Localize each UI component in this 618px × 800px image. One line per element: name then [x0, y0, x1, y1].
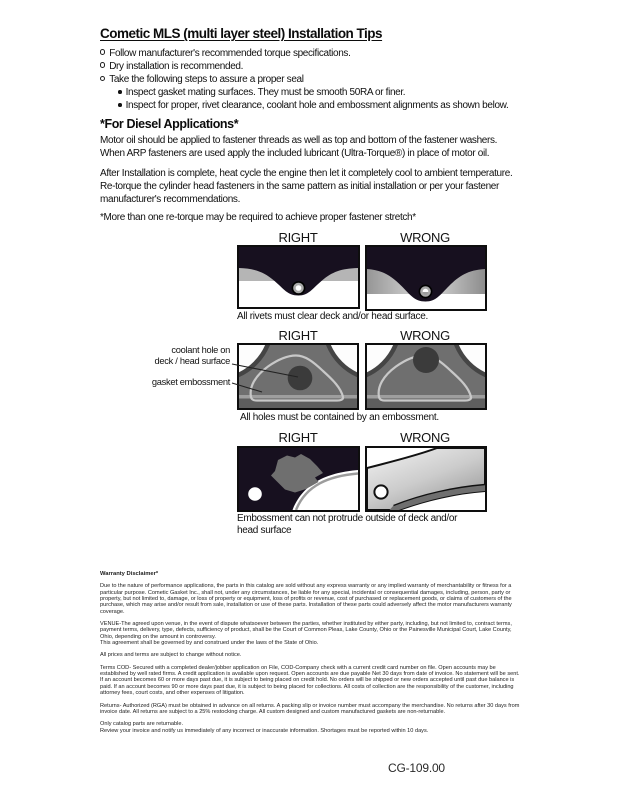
diesel-paragraph: After Installation is complete, heat cycle the engine then let it completely cool to ambient temperature. Re-torque the cylinder head fasteners in the same pattern as initial installation or per your fastener manufacturer's recommendations.	[100, 168, 513, 205]
legal-paragraph: Terms COD- Secured with a completed dealer/jobber application on File, COD-Company check with a current credit card number on file. Open accounts may be established by well rated firms. A credit application is available upon request. Open accounts are due payable Net 30 days from date of invoice. No statement will be sent. If an account becomes 60 or more days past due, it is subject to being placed on credit hold. No orders will be shipped or new orders accepted until past due balance is paid. If an account becomes 90 or more days past due, it is subject to being placed for collections. All costs of collection are the responsibility of the customer, including attorney fees, court costs, and other expenses of litigation.	[100, 664, 520, 697]
deck-edge-wrong-illustration	[367, 448, 485, 510]
warranty-disclaimer-section	[100, 571, 524, 734]
legal-paragraph: VENUE-The agreed upon venue, in the event of dispute whatsoever between the parties, whether instituted by either party, including, but not limited to, contract terms, payment terms, delivery, type, defects, sufficiency of product, shall be the Court of Common Pleas, Lake County, Ohio or the Painesville Municipal Court, Lake County, Ohio, depending on the amount in controversy.	[100, 621, 512, 640]
installation-tips-list	[100, 47, 508, 112]
deck-edge-wrong-diagram	[365, 446, 487, 512]
embossment-wrong-illustration	[367, 345, 485, 408]
wrong-label: WRONG	[400, 430, 450, 445]
legal-paragraph: Due to the nature of performance applications, the parts in this catalog are sold without any express warranty or any implied warranty of merchantability or fitness for a particular purpose. Cometic Gasket Inc., shall not, under any circumstances, be liable for any special, incidental or consequential damages, including, person, party or property, but not limited to, damage, or loss of property or equipment, loss of profits or revenue, cost of purchased or replacement goods, or claims of customers of the purchase, which may arise and/or result from sale, installation or use of these parts. Installation of these parts could adversely affect the motor manufacturers warranty coverage.	[100, 583, 512, 615]
diagram-caption: All holes must be contained by an embossment.	[240, 412, 439, 423]
legal-paragraph: Review your invoice and notify us immediately of any incorrect or inaccurate information. Shortages must be reported within 10 days.	[100, 727, 429, 734]
open-bullet-icon	[100, 76, 105, 81]
list-item	[100, 60, 508, 73]
coolant-hole-annotation	[155, 345, 230, 367]
rivet-wrong-illustration	[367, 247, 485, 309]
deck-edge-right-diagram	[237, 446, 360, 512]
list-item-text: Inspect for proper, rivet clearance, coolant hole and embossment alignments as shown below.	[125, 100, 509, 112]
list-item-text: Follow manufacturer's recommended torque specifications.	[109, 48, 351, 59]
diesel-paragraph: Motor oil should be applied to fastener threads as well as top and bottom of the fastener washers. When ARP fasteners are used apply the included lubricant (Ultra-Torque®) in place of motor oil.	[100, 135, 498, 159]
filled-bullet-icon	[118, 103, 122, 107]
rivet-right-illustration	[239, 247, 358, 307]
retorque-note: *More than one re-torque may be required to achieve proper fastener stretch*	[100, 212, 416, 223]
diagram-caption: All rivets must clear deck and/or head surface.	[237, 311, 428, 322]
open-bullet-icon	[100, 62, 105, 67]
legal-paragraph: All prices and terms are subject to change without notice.	[100, 652, 242, 659]
deck-edge-right-illustration	[239, 448, 358, 510]
document-code: CG-109.00	[388, 761, 445, 775]
annotation-line: coolant hole on	[171, 345, 230, 355]
legal-paragraph: This agreement shall be governed by and construed under the laws of the State of Ohio.	[100, 640, 319, 647]
wrong-label: WRONG	[400, 328, 450, 343]
page-title: Cometic MLS (multi layer steel) Installation Tips	[100, 26, 383, 41]
legal-paragraph: Only catalog parts are returnable.	[100, 721, 184, 728]
rivet-wrong-diagram	[365, 245, 487, 311]
right-label: RIGHT	[278, 230, 318, 245]
diagram-caption: Embossment can not protrude outside of deck and/or head surface	[237, 513, 458, 536]
list-item-text: Inspect gasket mating surfaces. They must be smooth 50RA or finer.	[125, 87, 406, 99]
rivet-right-diagram	[237, 245, 360, 309]
list-item	[118, 99, 508, 112]
list-item	[100, 73, 508, 86]
annotation-line: deck / head surface	[154, 355, 230, 366]
right-label: RIGHT	[278, 430, 318, 445]
warranty-heading: Warranty Disclaimer*	[100, 571, 159, 577]
list-item	[118, 86, 508, 99]
embossment-right-diagram	[237, 343, 359, 410]
open-bullet-icon	[100, 49, 105, 54]
list-item-text: Dry installation is recommended.	[109, 61, 244, 73]
legal-paragraph: Returns- Authorized (RGA) must be obtained in advance on all returns. A packing slip or invoice number must accompany the merchandise. No returns after 30 days from invoice date. All returns are subject to a 25% restocking charge. All custom designed and custom manufactured gaskets are non-returnable.	[100, 702, 520, 715]
list-item-text: Take the following steps to assure a proper seal	[109, 74, 304, 86]
list-item	[100, 47, 508, 60]
diesel-section-heading: *For Diesel Applications*	[100, 117, 239, 131]
embossment-right-illustration	[239, 345, 357, 408]
filled-bullet-icon	[118, 90, 122, 94]
embossment-wrong-diagram	[365, 343, 487, 410]
wrong-label: WRONG	[400, 230, 450, 245]
gasket-embossment-annotation: gasket embossment	[151, 377, 230, 387]
right-label: RIGHT	[278, 328, 318, 343]
